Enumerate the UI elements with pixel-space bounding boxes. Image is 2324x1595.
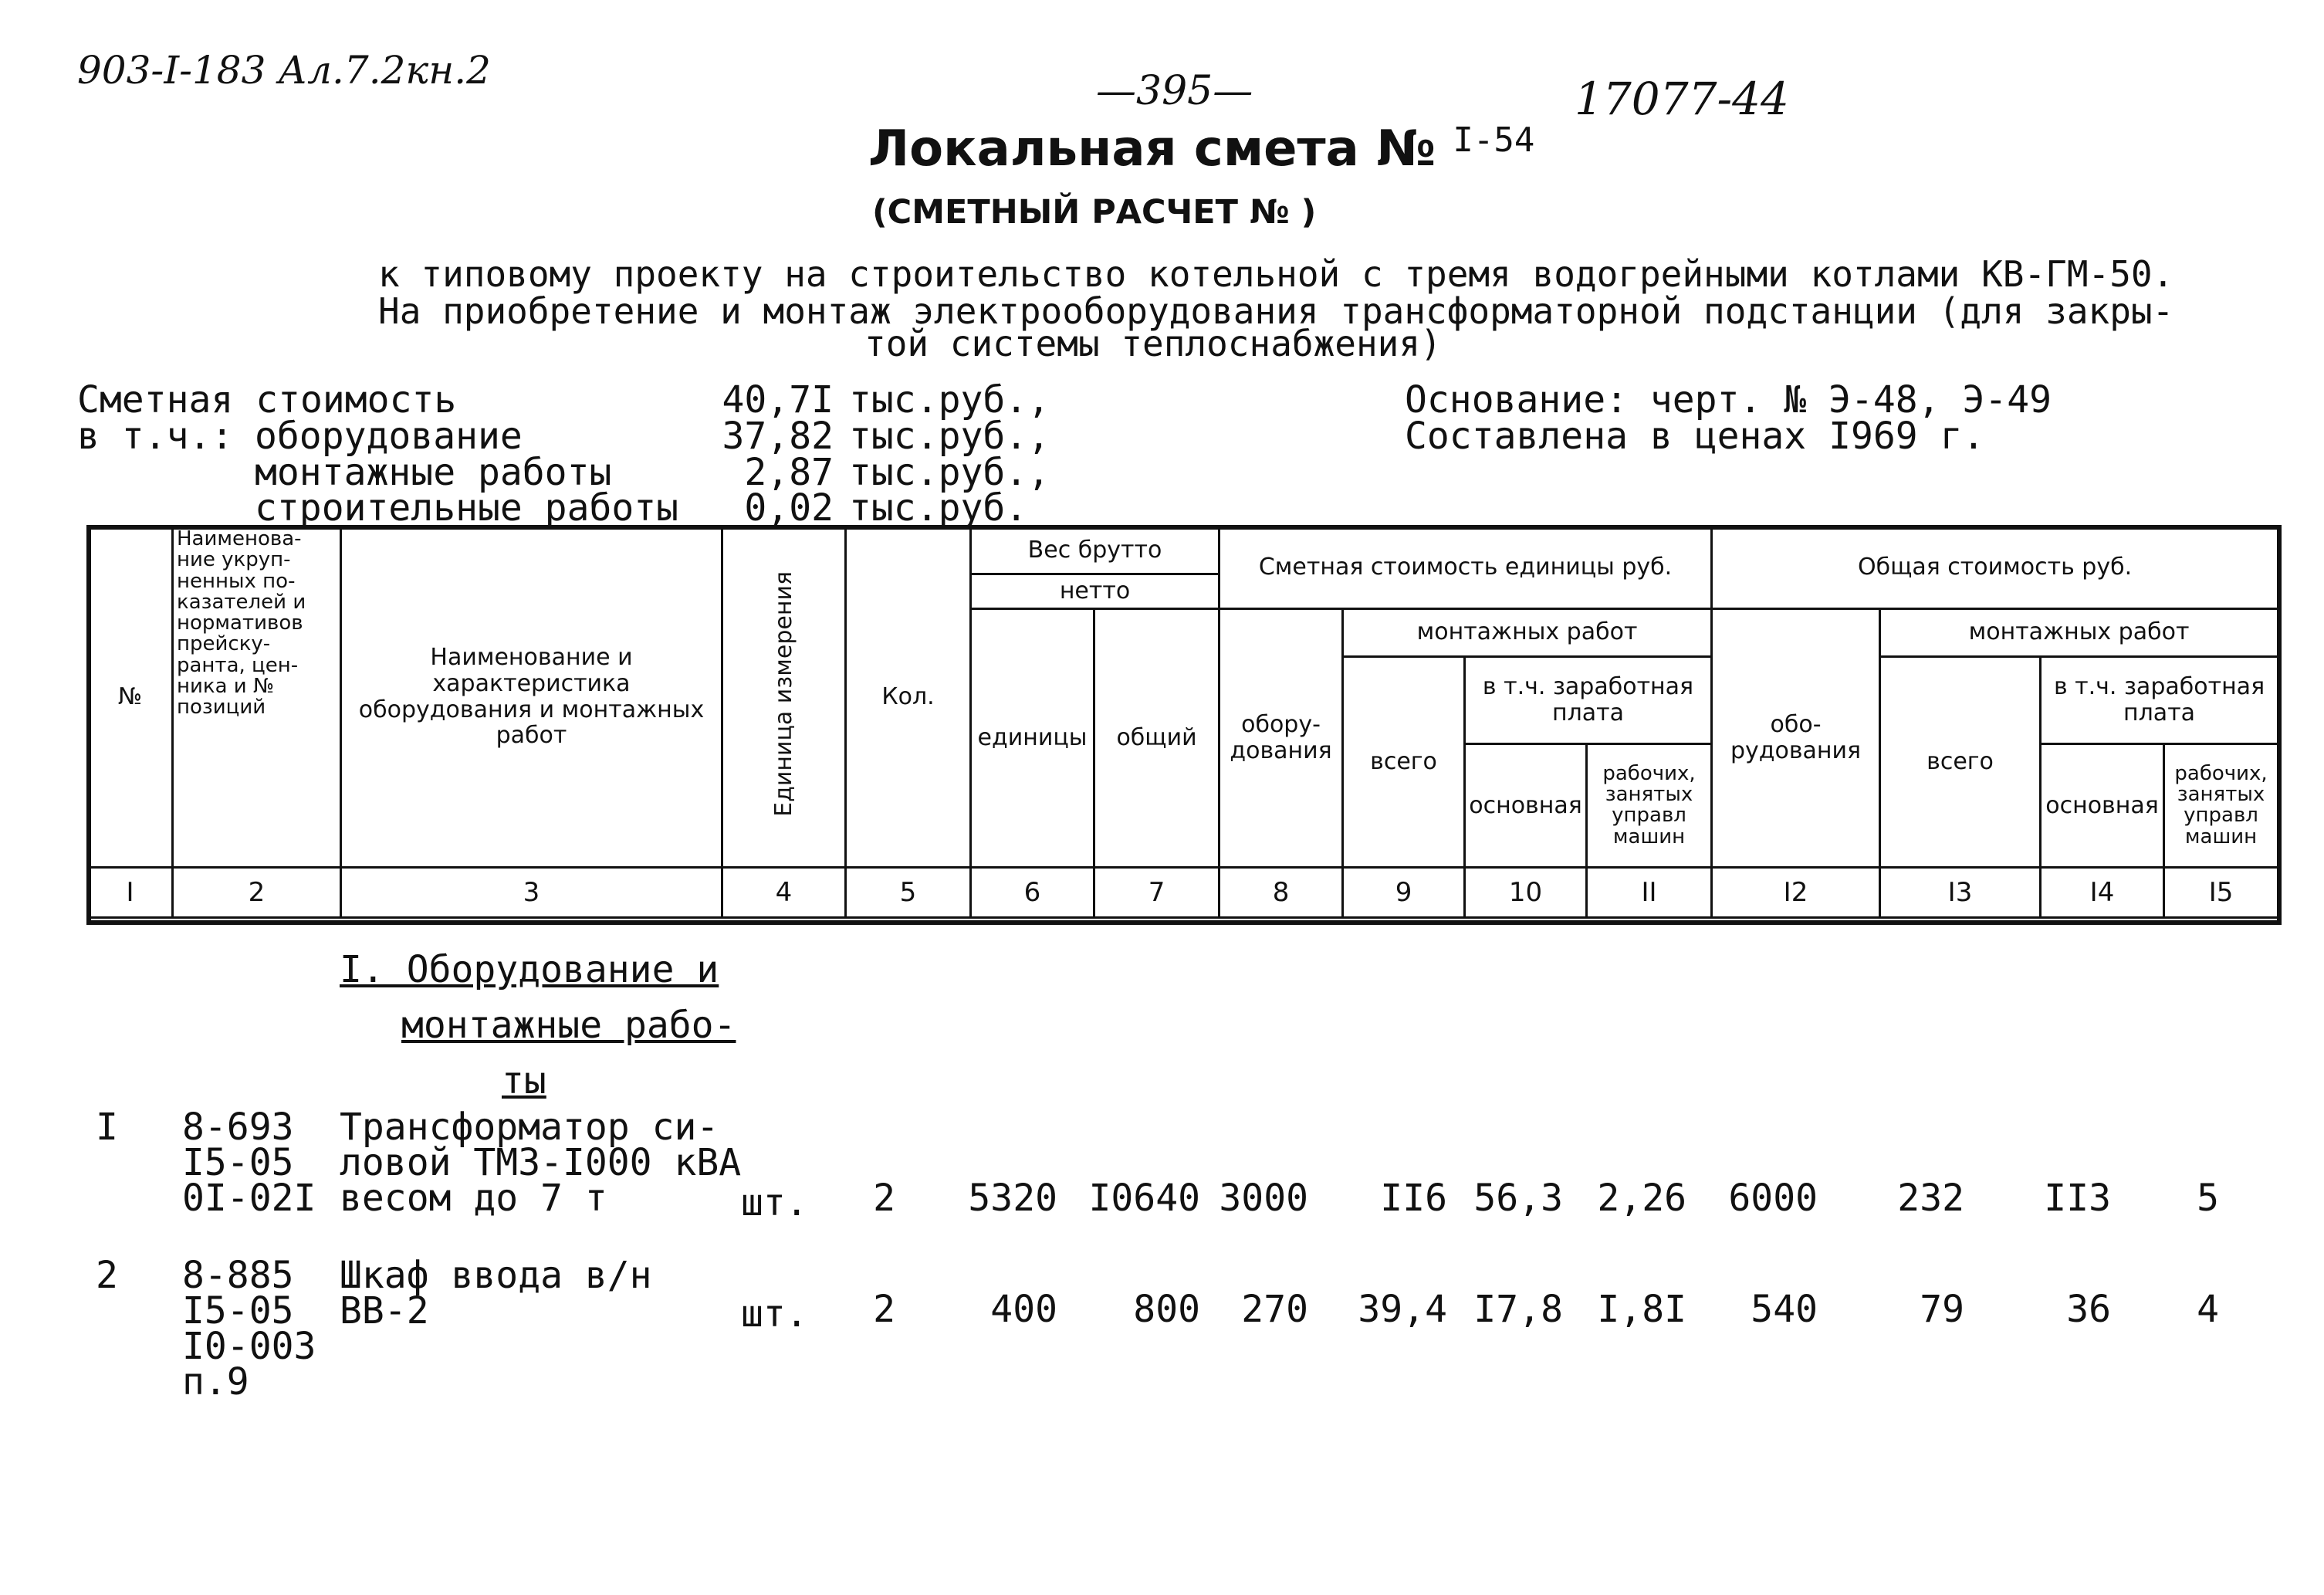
column-number: 10 [1465,868,1587,918]
row-name: ВВ-2 [340,1289,429,1333]
column-number: 6 [971,868,1094,918]
header-total-machine: рабочих, занятых управл машин [2164,743,2278,867]
basis-text: Основание: черт. № Э-48, Э-49 [1405,378,2052,422]
column-number: 9 [1343,868,1465,918]
row-total-install-all: 232 [1897,1177,1964,1220]
header-unit-cost: Сметная стоимость единицы руб. [1220,527,1712,609]
estimate-table [86,525,2279,919]
row-total-machine: 4 [2197,1288,2219,1331]
row-weight-unit: 5320 [968,1177,1057,1220]
row-unit-install-all: 39,4 [1358,1288,1447,1331]
column-number: I2 [1712,868,1880,918]
header-unit-all: всего [1343,656,1465,868]
row-name: Шкаф ввода в/н [340,1254,652,1297]
cost-unit: тыс.руб., [849,415,1050,458]
row-weight-total: 800 [1133,1288,1200,1331]
row-code: I0-003 [182,1325,316,1368]
column-number: 8 [1220,868,1343,918]
header-total-incl: в т.ч. заработная плата [2041,656,2278,743]
header-weight: Вес брутто [971,527,1220,574]
row-total-basic: II3 [2044,1177,2111,1220]
header-total-all: всего [1880,656,2041,868]
row-no: 2 [96,1254,118,1297]
cost-unit: тыс.руб., [849,378,1050,422]
row-total-install-all: 79 [1920,1288,1964,1331]
row-weight-total: I0640 [1088,1177,1200,1220]
prices-year-text: Составлена в ценах I969 г. [1405,415,1985,458]
column-number: 3 [341,868,722,918]
column-number: II [1587,868,1712,918]
cost-unit: тыс.руб., [849,451,1050,494]
column-number: 2 [173,868,341,918]
row-unit-equipment: 3000 [1219,1177,1308,1220]
title-number: I-54 [1453,120,1535,160]
header-unit [722,527,846,868]
row-qty: 2 [873,1288,895,1331]
header-total-equipment: обо-рудования [1712,608,1880,867]
equipment-cost-label: оборудование [255,415,523,458]
equipment-cost-value: 37,82 [722,415,834,458]
header-total-install: монтажных работ [1880,608,2278,656]
row-total-equipment: 6000 [1728,1177,1818,1220]
column-number: 4 [722,868,846,918]
cost-unit: тыс.руб. [849,486,1028,530]
column-number: 5 [846,868,971,918]
row-code: 8-885 [182,1254,294,1297]
row-unit-machine: I,8I [1597,1288,1686,1331]
header-unit-install: монтажных работ [1343,608,1712,656]
row-name: весом до 7 т [340,1177,607,1220]
row-unit: шт. [741,1181,808,1224]
column-number: I5 [2164,868,2278,918]
header-unit-text: Единица измерения [770,571,797,817]
header-unit-incl: в т.ч. заработная плата [1465,656,1712,743]
page-title [868,120,1534,178]
page-number: —395— [1096,68,1253,114]
row-unit-basic: I7,8 [1473,1288,1563,1331]
description-line: На приобретение и монтаж электрооборудования трансформаторной подстанции (для закры- [378,290,2174,332]
row-name: ловой ТМЗ-I000 кВА [340,1141,742,1184]
row-unit-basic: 56,3 [1473,1177,1563,1220]
row-total-equipment: 540 [1751,1288,1818,1331]
header-weight-net: нетто [971,574,1220,608]
column-number: I4 [2041,868,2164,918]
column-number: I [88,868,173,918]
row-code: I5-05 [182,1289,294,1333]
installation-cost-value: 2,87 [744,451,834,494]
section-heading: монтажные рабо- [401,1004,736,1047]
column-number: I3 [1880,868,2041,918]
installation-cost-label: монтажные работы [255,451,612,494]
description-line: к типовому проекту на строительство котельной с тремя водогрейными котлами КВ-ГМ-50. [378,253,2174,295]
incl-label: в т.ч.: [77,415,234,458]
row-no: I [96,1106,118,1149]
row-code: 8-693 [182,1106,294,1149]
header-total-basic: основная [2041,743,2164,867]
row-name: Трансформатор си- [340,1106,719,1149]
row-weight-unit: 400 [990,1288,1057,1331]
description-line: той системы теплоснабжения) [864,323,1442,364]
row-code: 0I-02I [182,1177,316,1220]
construction-cost-value: 0,02 [744,486,834,530]
row-unit: шт. [741,1292,808,1336]
row-unit-install-all: II6 [1380,1177,1447,1220]
header-qty: Кол. [846,527,971,868]
section-heading: I. Оборудование и [340,948,719,991]
header-code: Наименова-ние укруп-ненных по-казателей и нормативов прейску-ранта, цен-ника и № позиций [173,527,341,868]
page-subtitle: (СМЕТНЫЙ РАСЧЕТ № ) [872,193,1317,232]
header-name: Наименование и характеристика оборудования и монтажных работ [341,527,722,868]
row-unit-equipment: 270 [1241,1288,1308,1331]
column-number: 7 [1094,868,1220,918]
section-heading: ты [502,1059,546,1102]
row-unit-machine: 2,26 [1597,1177,1686,1220]
row-code: I5-05 [182,1141,294,1184]
document-reference: 903-I-183 Ал.7.2кн.2 [77,48,491,93]
row-code: п.9 [182,1360,249,1404]
header-total-cost: Общая стоимость руб. [1712,527,2278,609]
total-cost-value: 40,7I [722,378,834,422]
header-unit-machine: рабочих, занятых управл машин [1587,743,1712,867]
archive-number: 17077-44 [1575,73,1789,125]
total-cost-label: Сметная стоимость [77,378,457,422]
title-text: Локальная смета № [868,120,1436,178]
row-total-basic: 36 [2066,1288,2111,1331]
construction-cost-label: строительные работы [255,486,679,530]
row-total-machine: 5 [2197,1177,2219,1220]
header-weight-total: общий [1094,608,1220,867]
row-qty: 2 [873,1177,895,1220]
header-no: № [88,527,173,868]
header-weight-unit: единицы [971,608,1094,867]
header-unit-basic: основная [1465,743,1587,867]
header-unit-equipment: обору-дования [1220,608,1343,867]
